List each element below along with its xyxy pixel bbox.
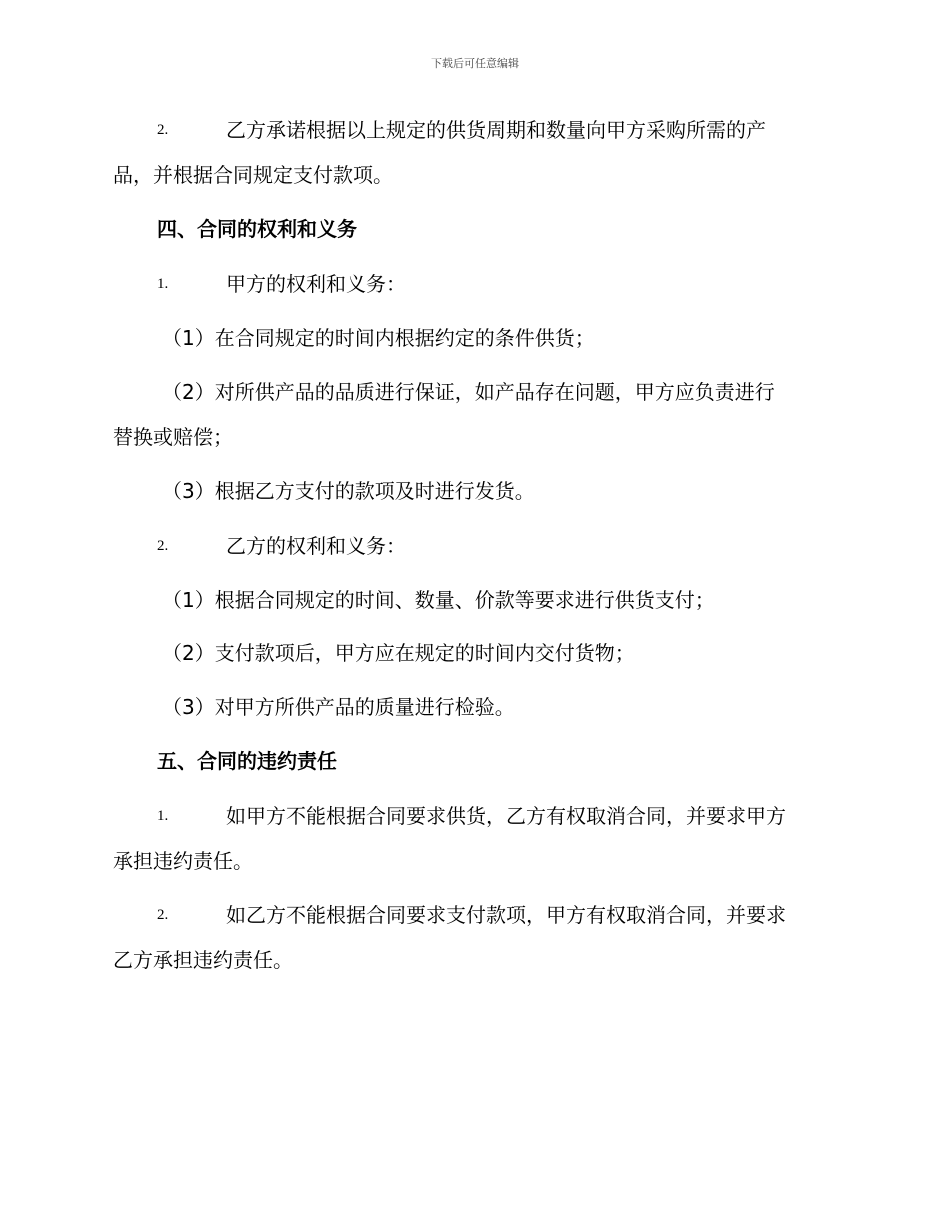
page-header: 下载后可任意编辑 bbox=[431, 57, 519, 70]
sub-item: （3）对甲方所供产品的质量进行检验。 bbox=[162, 695, 515, 719]
section-heading: 四、合同的权利和义务 bbox=[157, 217, 357, 241]
item-number: 1. bbox=[157, 276, 169, 292]
paragraph-line: 品，并根据合同规定支付款项。 bbox=[113, 163, 393, 187]
item-number: 2. bbox=[157, 907, 169, 923]
paragraph-line: 如乙方不能根据合同要求支付款项，甲方有权取消合同，并要求 bbox=[226, 903, 786, 927]
paragraph-line: 如甲方不能根据合同要求供货，乙方有权取消合同，并要求甲方 bbox=[226, 804, 786, 828]
item-number: 2. bbox=[157, 538, 169, 554]
paragraph-line: 乙方的权利和义务： bbox=[226, 534, 406, 558]
paragraph-line: 乙方承诺根据以上规定的供货周期和数量向甲方采购所需的产 bbox=[226, 118, 766, 142]
sub-item: （2）支付款项后，甲方应在规定的时间内交付货物； bbox=[162, 641, 635, 665]
sub-item-continued: 替换或赔偿； bbox=[113, 425, 233, 449]
item-number: 2. bbox=[157, 122, 169, 138]
sub-item: （3）根据乙方支付的款项及时进行发货。 bbox=[162, 479, 535, 503]
paragraph-line: 乙方承担违约责任。 bbox=[113, 948, 293, 972]
sub-item: （1）在合同规定的时间内根据约定的条件供货； bbox=[162, 326, 595, 350]
section-heading: 五、合同的违约责任 bbox=[157, 749, 337, 773]
sub-item: （1）根据合同规定的时间、数量、价款等要求进行供货支付； bbox=[162, 588, 715, 612]
sub-item: （2）对所供产品的品质进行保证，如产品存在问题，甲方应负责进行 bbox=[162, 380, 775, 404]
paragraph-line: 甲方的权利和义务： bbox=[226, 272, 406, 296]
item-number: 1. bbox=[157, 808, 169, 824]
paragraph-line: 承担违约责任。 bbox=[113, 849, 253, 873]
